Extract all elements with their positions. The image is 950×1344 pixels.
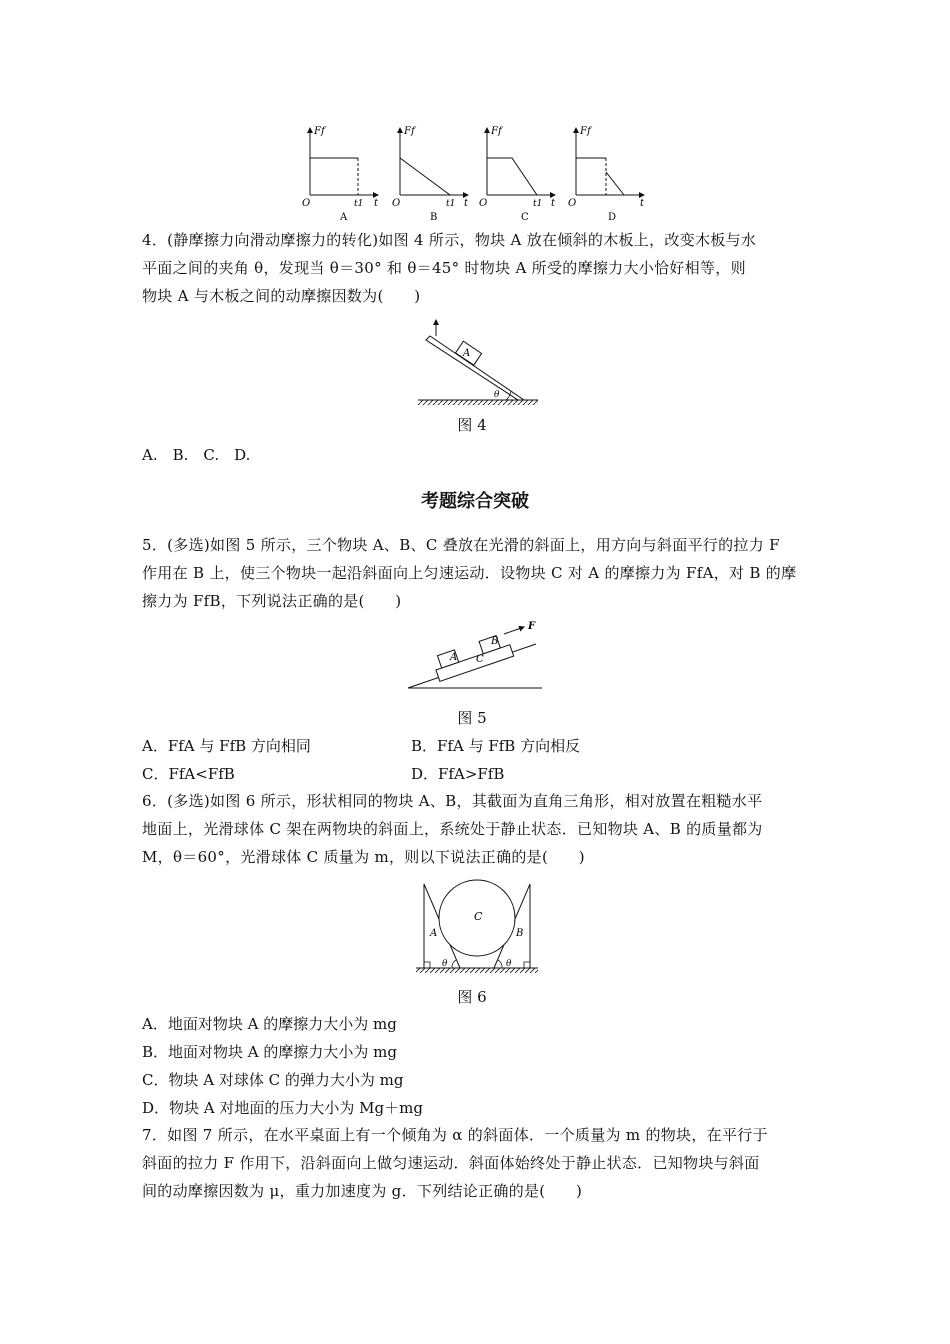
q6-option-b: B．地面对物块 A 的摩擦力大小为 mg [142, 1043, 397, 1061]
graph-c-x-label: t [551, 198, 556, 209]
graph-a-label: A [340, 212, 348, 223]
figure-5-label-c: C [476, 654, 484, 665]
graph-b-y-label: Ff [404, 126, 415, 137]
graph-a-y-label: Ff [314, 126, 325, 137]
graph-d-origin: O [568, 198, 577, 209]
figure-6-label-c: C [474, 910, 483, 923]
q7-line-2: 斜面的拉力 F 作用下，沿斜面向上做匀速运动．斜面体始终处于静止状态．已知物块与斜面 [142, 1154, 760, 1172]
graph-c-origin: O [479, 198, 488, 209]
graph-a-t1: t1 [354, 199, 364, 209]
figure-5-label-f: F [528, 621, 536, 632]
graph-a [302, 126, 379, 223]
q5-option-c: C．FfA<FfB [142, 765, 235, 783]
figure-5-label-a: A [450, 652, 458, 663]
graph-b [392, 126, 469, 223]
figure-4-caption: 图 4 [457, 416, 487, 434]
graph-c-y-label: Ff [491, 126, 502, 137]
q5-line-2: 作用在 B 上，使三个物块一起沿斜面向上匀速运动．设物块 C 对 A 的摩擦力为 FfA，对 B 的摩 [142, 564, 797, 582]
figure-5-caption: 图 5 [457, 709, 487, 727]
q6-option-a: A．地面对物块 A 的摩擦力大小为 mg [142, 1015, 397, 1033]
figure-5-stacked-blocks [402, 618, 547, 694]
graph-d-label: D [608, 212, 617, 223]
graph-d-y-label: Ff [580, 126, 591, 137]
q5-line-3: 擦力为 FfB，下列说法正确的是( ) [142, 592, 402, 610]
figure-4-angle-label: θ [494, 390, 500, 400]
graph-b-origin: O [392, 198, 401, 209]
q4-line-1: 4．(静摩擦力向滑动摩擦力的转化)如图 4 所示，物块 A 放在倾斜的木板上，改变木板与水 [142, 231, 757, 249]
graph-c-t1: t1 [533, 199, 543, 209]
question-4 [142, 226, 822, 310]
q6-line-2: 地面上，光滑球体 C 架在两物块的斜面上，系统处于静止状态．已知物块 A、B 的质量都为 [142, 820, 763, 838]
q4-line-3: 物块 A 与木板之间的动摩擦因数为( ) [142, 287, 421, 305]
q6-line-3: M，θ＝60°，光滑球体 C 质量为 m，则以下说法正确的是( ) [142, 848, 585, 866]
graph-b-x-label: t [464, 198, 469, 209]
figure-6-caption: 图 6 [457, 988, 487, 1006]
graph-d-x-label: t [640, 198, 645, 209]
graph-b-t1: t1 [446, 199, 456, 209]
graph-b-label: B [430, 212, 438, 223]
q4-line-2: 平面之间的夹角 θ，发现当 θ＝30° 和 θ＝45° 时物块 A 所受的摩擦力大小恰好相等，则 [142, 259, 746, 277]
graph-a-x-label: t [374, 198, 379, 209]
section-title: 考题综合突破 [421, 491, 529, 512]
graph-a-origin: O [302, 198, 311, 209]
q7-line-1: 7．如图 7 所示，在水平桌面上有一个倾角为 α 的斜面体．一个质量为 m 的物块，在平行于 [142, 1126, 768, 1144]
q6-option-c: C．物块 A 对球体 C 的弹力大小为 mg [142, 1071, 404, 1089]
figure-6-ball-between-wedges [410, 878, 545, 980]
q5-option-b: B．FfA 与 FfB 方向相反 [411, 737, 581, 755]
figure-6-label-b: B [516, 928, 524, 939]
question-5 [142, 531, 822, 615]
graph-c-label: C [521, 212, 529, 223]
q5-line-1: 5．(多选)如图 5 所示，三个物块 A、B、C 叠放在光滑的斜面上，用方向与斜面平行的拉力 F [142, 536, 780, 554]
question-6 [142, 787, 822, 871]
figure-4-block-label: A [463, 348, 471, 359]
figure-6-angle-right: θ [506, 959, 512, 969]
graph-d [568, 126, 645, 223]
figure-5-label-b: B [491, 636, 499, 647]
q6-option-d: D．物块 A 对地面的压力大小为 Mg＋mg [142, 1099, 423, 1117]
q6-line-1: 6．(多选)如图 6 所示，形状相同的物块 A、B，其截面为直角三角形，相对放置在粗糙水平 [142, 792, 763, 810]
q7-line-3: 间的动摩擦因数为 μ，重力加速度为 g．下列结论正确的是( ) [142, 1182, 583, 1200]
q5-option-d: D．FfA>FfB [411, 765, 505, 783]
graph-c [479, 126, 556, 223]
question-7 [142, 1121, 822, 1205]
friction-time-graphs [290, 120, 660, 225]
q5-option-a: A．FfA 与 FfB 方向相同 [142, 737, 311, 755]
figure-6-angle-left: θ [442, 959, 448, 969]
figure-4-inclined-board [410, 318, 545, 410]
figure-6-label-a: A [430, 928, 438, 939]
q4-options: A. B. C. D. [142, 446, 251, 464]
